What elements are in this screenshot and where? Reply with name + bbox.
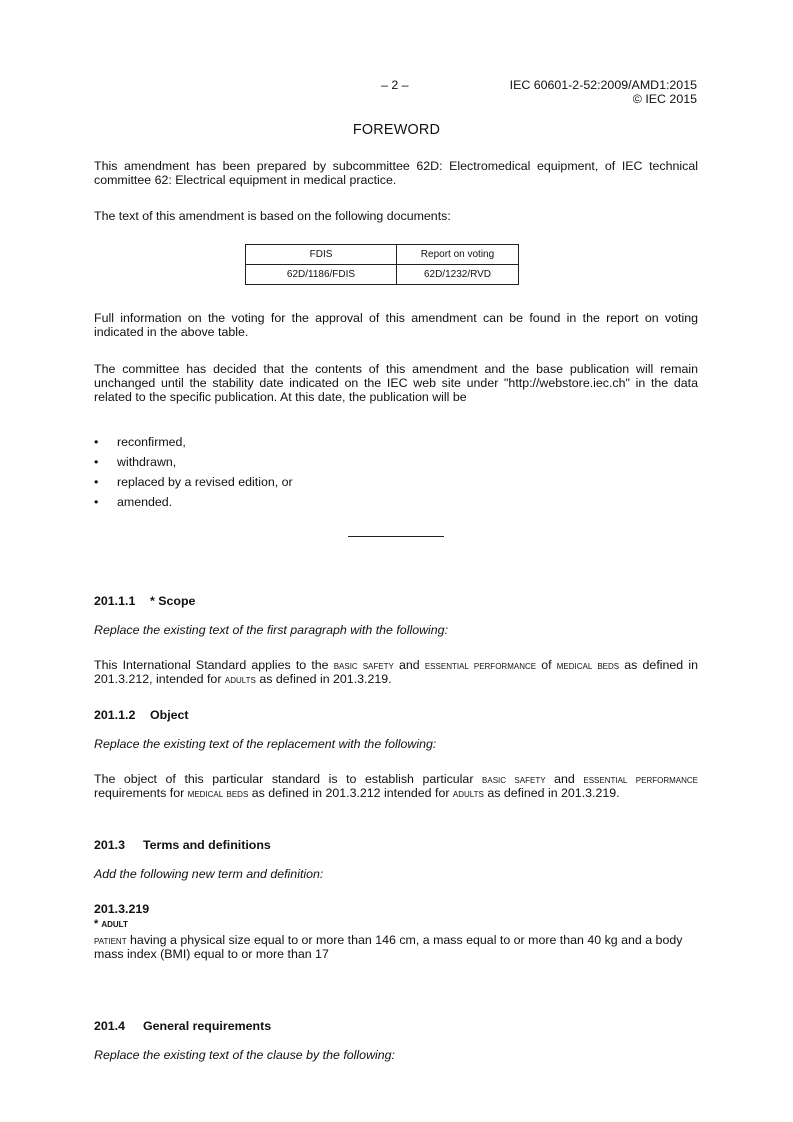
- table-header-cell: Report on voting: [397, 245, 519, 265]
- object-heading: [94, 708, 189, 722]
- text-run: as defined in 201.3.219.: [255, 672, 392, 686]
- text-run: of: [536, 658, 557, 672]
- voting-documents-table: [245, 244, 519, 285]
- section-divider: [348, 536, 444, 537]
- general-heading: [94, 1019, 271, 1033]
- defined-term: adults: [224, 672, 256, 686]
- doc-identifier: IEC 60601-2-52:2009/AMD1:2015: [509, 78, 697, 92]
- list-item: [94, 455, 698, 475]
- term-name: * adult: [94, 918, 128, 930]
- bullet-icon: •: [94, 435, 99, 449]
- list-item-text: amended.: [117, 495, 173, 509]
- bullet-icon: •: [94, 495, 99, 509]
- object-paragraph: [94, 772, 698, 800]
- foreword-paragraph-1: This amendment has been prepared by subcommittee 62D: Electromedical equipment, of IEC technical committee 62: Electrical equipment in medical practice.: [94, 159, 698, 187]
- table-header-row: [246, 245, 519, 265]
- text-run: requirements for: [94, 786, 188, 800]
- publication-outcomes-list: [94, 435, 698, 515]
- list-item: [94, 475, 698, 495]
- terms-number: 201.3: [94, 838, 126, 852]
- text-run: and: [545, 772, 584, 786]
- object-number: 201.1.2: [94, 708, 136, 722]
- term-number: 201.3.219: [94, 902, 150, 916]
- text-run: as defined in 201.3.212, intended for: [94, 658, 698, 686]
- list-item-text: replaced by a revised edition, or: [117, 475, 293, 489]
- document-id: [510, 78, 697, 106]
- terms-title: Terms and definitions: [143, 838, 271, 852]
- defined-term: basic safety: [333, 658, 394, 672]
- text-run: This International Standard applies to the: [94, 658, 334, 672]
- defined-term: basic safety: [482, 772, 546, 786]
- term-definition: [94, 933, 698, 961]
- scope-title: * Scope: [150, 594, 196, 608]
- text-run: as defined in 201.3.219.: [483, 786, 620, 800]
- table-cell: 62D/1232/RVD: [397, 265, 519, 285]
- defined-term: essential performance: [424, 658, 537, 672]
- table-row: [246, 265, 519, 285]
- general-title: General requirements: [143, 1019, 272, 1033]
- bullet-icon: •: [94, 475, 99, 489]
- bullet-icon: •: [94, 455, 99, 469]
- scope-instruction: Replace the existing text of the first paragraph with the following:: [94, 623, 449, 637]
- terms-heading: [94, 838, 271, 852]
- foreword-paragraph-4: The committee has decided that the contents of this amendment and the base publication will remain unchanged until the stability date indicated on the IEC web site under "http://webstore.iec.ch" in the data related to the specific publication. At this date, the publication will be: [94, 362, 698, 404]
- scope-number: 201.1.1: [94, 594, 136, 608]
- general-instruction: Replace the existing text of the clause by the following:: [94, 1048, 395, 1062]
- defined-term: medical beds: [556, 658, 620, 672]
- list-item-text: withdrawn,: [117, 455, 177, 469]
- copyright-notice: © IEC 2015: [632, 92, 697, 106]
- scope-heading: [94, 594, 195, 608]
- object-title: Object: [150, 708, 189, 722]
- text-run: as defined in 201.3.212 intended for: [248, 786, 453, 800]
- foreword-paragraph-2: The text of this amendment is based on the following documents:: [94, 209, 451, 223]
- defined-term: adults: [452, 786, 484, 800]
- text-run: having a physical size equal to or more than 146 cm, a mass equal to or more than 40 kg and a body mass index (BMI) equal to or more than 17: [94, 933, 683, 961]
- list-item: [94, 435, 698, 455]
- defined-term: medical beds: [187, 786, 249, 800]
- scope-paragraph: [94, 658, 698, 686]
- general-number: 201.4: [94, 1019, 126, 1033]
- list-item-text: reconfirmed,: [117, 435, 186, 449]
- page-number: – 2 –: [381, 78, 409, 92]
- page-title: FOREWORD: [352, 122, 441, 138]
- object-instruction: Replace the existing text of the replacement with the following:: [94, 737, 437, 751]
- defined-term: patient: [94, 933, 127, 947]
- table-header-cell: FDIS: [246, 245, 397, 265]
- text-run: and: [393, 658, 425, 672]
- foreword-paragraph-3: Full information on the voting for the approval of this amendment can be found in the report on voting indicated in the above table.: [94, 311, 698, 339]
- text-run: The object of this particular standard is to establish particular: [94, 772, 483, 786]
- terms-instruction: Add the following new term and definition:: [94, 867, 324, 881]
- table-cell: 62D/1186/FDIS: [246, 265, 397, 285]
- list-item: [94, 495, 698, 515]
- defined-term: essential performance: [583, 772, 699, 786]
